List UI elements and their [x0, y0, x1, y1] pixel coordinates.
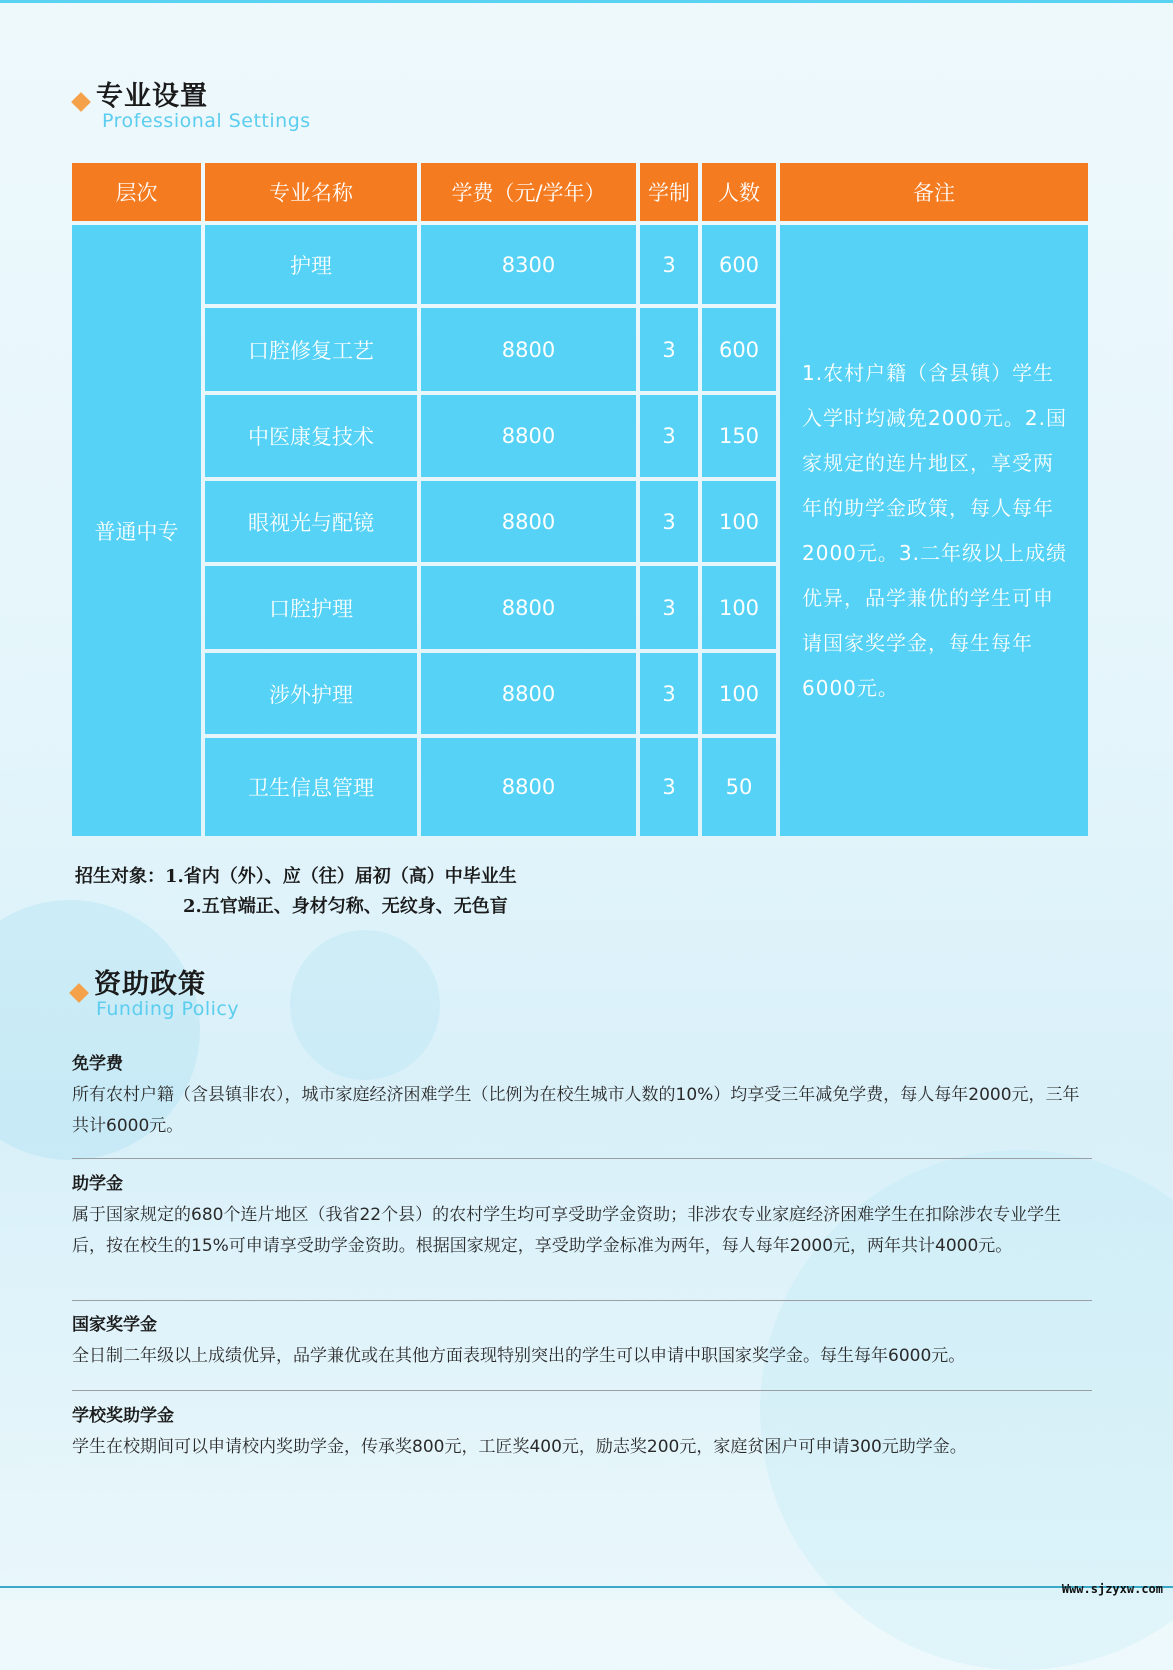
years-cell: 3 [640, 566, 698, 649]
funding-section-header [70, 962, 470, 1032]
policy-title: 国家奖学金 [72, 1315, 157, 1335]
major-cell: 口腔护理 [205, 566, 417, 649]
enrollment-line-2: 2.五官端正、身材匀称、无纹身、无色盲 [183, 896, 508, 917]
fee-cell: 8800 [421, 395, 636, 477]
policy-text: 全日制二年级以上成绩优异，品学兼优或在其他方面表现特别突出的学生可以申请中职国家奖学金。每生每年6000元。 [72, 1346, 966, 1366]
policy-text: 所有农村户籍（含县镇非农），城市家庭经济困难学生（比例为在校生城市人数的10%）均享受三年减免学费，每人每年2000元，三年共计6000元。 [72, 1085, 1080, 1136]
divider [72, 1300, 1092, 1301]
fee-cell: 8800 [421, 738, 636, 836]
fee-cell: 8800 [421, 566, 636, 649]
major-cell: 卫生信息管理 [205, 738, 417, 836]
years-cell: 3 [640, 738, 698, 836]
count-cell: 150 [702, 395, 776, 477]
diamond-icon [71, 92, 91, 112]
major-cell: 护理 [205, 225, 417, 304]
policy-title: 免学费 [72, 1054, 123, 1074]
watermark: Www.sjzyxw.com [1061, 1582, 1163, 1596]
section-subtitle: Professional Settings [102, 110, 311, 132]
policy-title: 学校奖助学金 [72, 1406, 174, 1426]
policy-item [72, 1313, 1092, 1372]
major-cell: 涉外护理 [205, 653, 417, 734]
header-cell-note: 备注 [780, 163, 1088, 221]
policy-text: 属于国家规定的680个连片地区（我省22个县）的农村学生均可享受助学金资助；非涉农专业家庭经济困难学生在扣除涉农专业学生后，按在校生的15%可申请享受助学金资助。根据国家规定，享受助学金标准为两年，每人每年2000元，两年共计4000元。 [72, 1205, 1062, 1256]
policy-text: 学生在校期间可以申请校内奖助学金，传承奖800元，工匠奖400元，励志奖200元，家庭贫困户可申请300元助学金。 [72, 1437, 967, 1457]
note-text: 1.农村户籍（含县镇）学生入学时均减免2000元。2.国家规定的连片地区，享受两年的助学金政策，每人每年2000元。3.二年级以上成绩优异，品学兼优的学生可申请国家奖学金，每生每年6000元。 [802, 360, 1067, 700]
count-cell: 100 [702, 481, 776, 562]
diamond-icon [69, 983, 89, 1003]
header-cell-years: 学制 [640, 163, 698, 221]
note-cell [780, 225, 1088, 836]
divider [72, 1390, 1092, 1391]
policy-title: 助学金 [72, 1174, 123, 1194]
fee-cell: 8800 [421, 481, 636, 562]
professional-table [72, 163, 1088, 836]
count-cell: 600 [702, 225, 776, 304]
enrollment-line-1: 招生对象：1.省内（外）、应（往）届初（高）中毕业生 [75, 866, 517, 887]
major-cell: 口腔修复工艺 [205, 308, 417, 391]
fee-cell: 8300 [421, 225, 636, 304]
professional-section-header [70, 74, 470, 144]
top-border [0, 0, 1173, 3]
major-cell: 中医康复技术 [205, 395, 417, 477]
policy-item [72, 1172, 1092, 1262]
count-cell: 100 [702, 653, 776, 734]
years-cell: 3 [640, 308, 698, 391]
years-cell: 3 [640, 395, 698, 477]
header-cell-level: 层次 [72, 163, 201, 221]
count-cell: 100 [702, 566, 776, 649]
header-cell-fee: 学费（元/学年） [421, 163, 636, 221]
count-cell: 600 [702, 308, 776, 391]
major-cell: 眼视光与配镜 [205, 481, 417, 562]
fee-cell: 8800 [421, 308, 636, 391]
section-title: 资助政策 [94, 969, 206, 1000]
header-cell-major: 专业名称 [205, 163, 417, 221]
fee-cell: 8800 [421, 653, 636, 734]
years-cell: 3 [640, 225, 698, 304]
bottom-border [0, 1586, 1173, 1588]
header-cell-count: 人数 [702, 163, 776, 221]
count-cell: 50 [702, 738, 776, 836]
policy-item [72, 1404, 1092, 1463]
years-cell: 3 [640, 653, 698, 734]
divider [72, 1158, 1092, 1159]
policy-item [72, 1052, 1092, 1142]
section-subtitle: Funding Policy [96, 998, 240, 1020]
enrollment-target [75, 862, 517, 922]
section-title: 专业设置 [96, 81, 208, 112]
years-cell: 3 [640, 481, 698, 562]
level-cell: 普通中专 [72, 225, 201, 836]
